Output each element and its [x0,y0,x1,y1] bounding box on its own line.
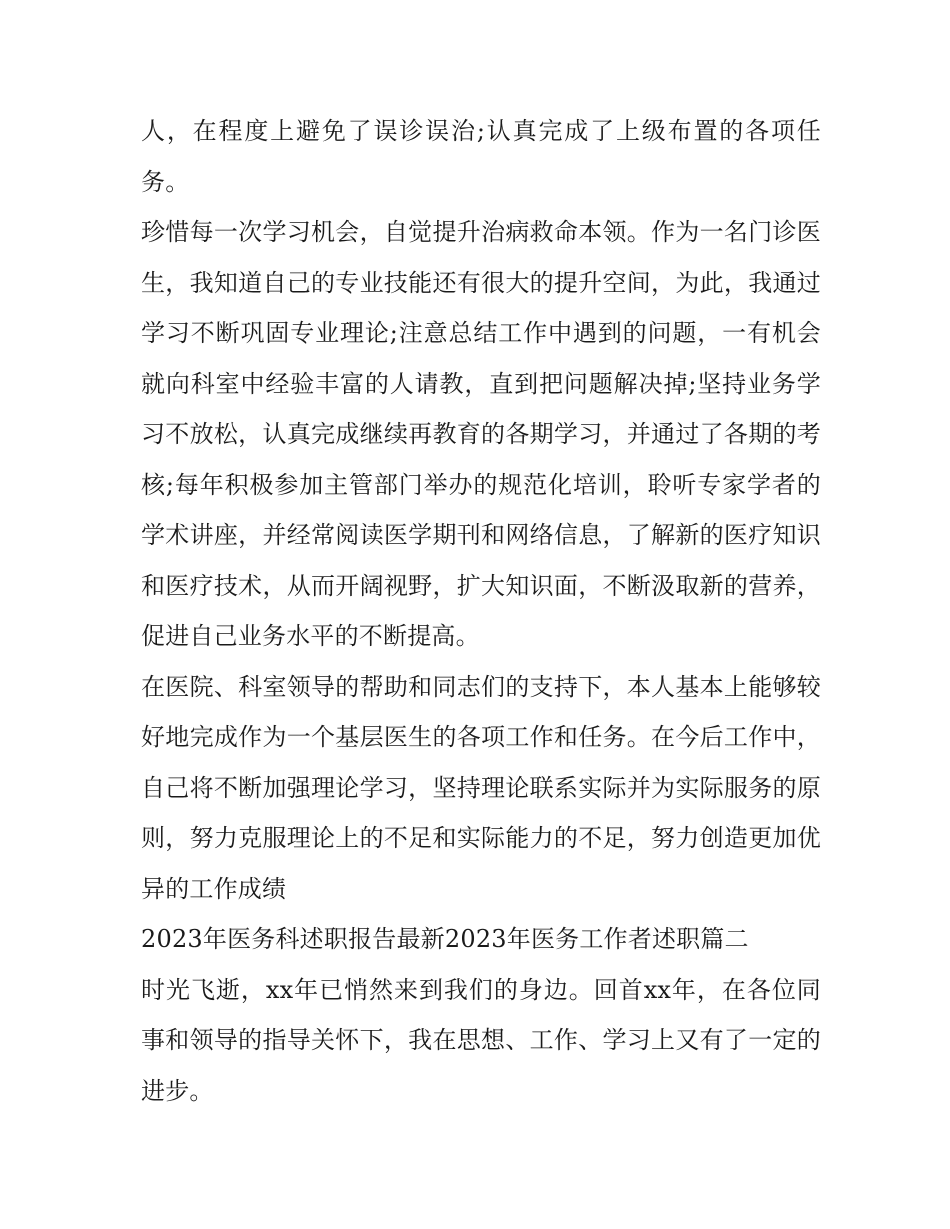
paragraph-4: 时光飞逝，xx年已悄然来到我们的身边。回首xx年，在各位同事和领导的指导关怀下，我在思想、工作、学习上又有了一定的进步。 [141,975,821,1105]
paragraph-1: 人，在程度上避免了误诊误治;认真完成了上级布置的各项任务。 [141,117,821,196]
document-body [141,106,821,1116]
paragraph-2: 珍惜每一次学习机会，自觉提升治病救命本领。作为一名门诊医生，我知道自己的专业技能还有很大的提升空间，为此，我通过学习不断巩固专业理论;注意总结工作中遇到的问题，一有机会就向科室中经验丰富的人请教，直到把问题解决掉;坚持业务学习不放松，认真完成继续再教育的各期学习，并通过了各期的考核;每年积极参加主管部门举办的规范化培训，聆听专家学者的学术讲座，并经常阅读医学期刊和网络信息，了解新的医疗知识和医疗技术，从而开阔视野，扩大知识面，不断汲取新的营养，促进自己业务水平的不断提高。 [141,218,821,650]
section-heading: 2023年医务科述职报告最新2023年医务工作者述职篇二 [141,925,749,953]
paragraph-3: 在医院、科室领导的帮助和同志们的支持下，本人基本上能够较好地完成作为一个基层医生的各项工作和任务。在今后工作中，自己将不断加强理论学习，坚持理论联系实际并为实际服务的原则，努力克服理论上的不足和实际能力的不足，努力创造更加优异的工作成绩 [141,672,821,903]
